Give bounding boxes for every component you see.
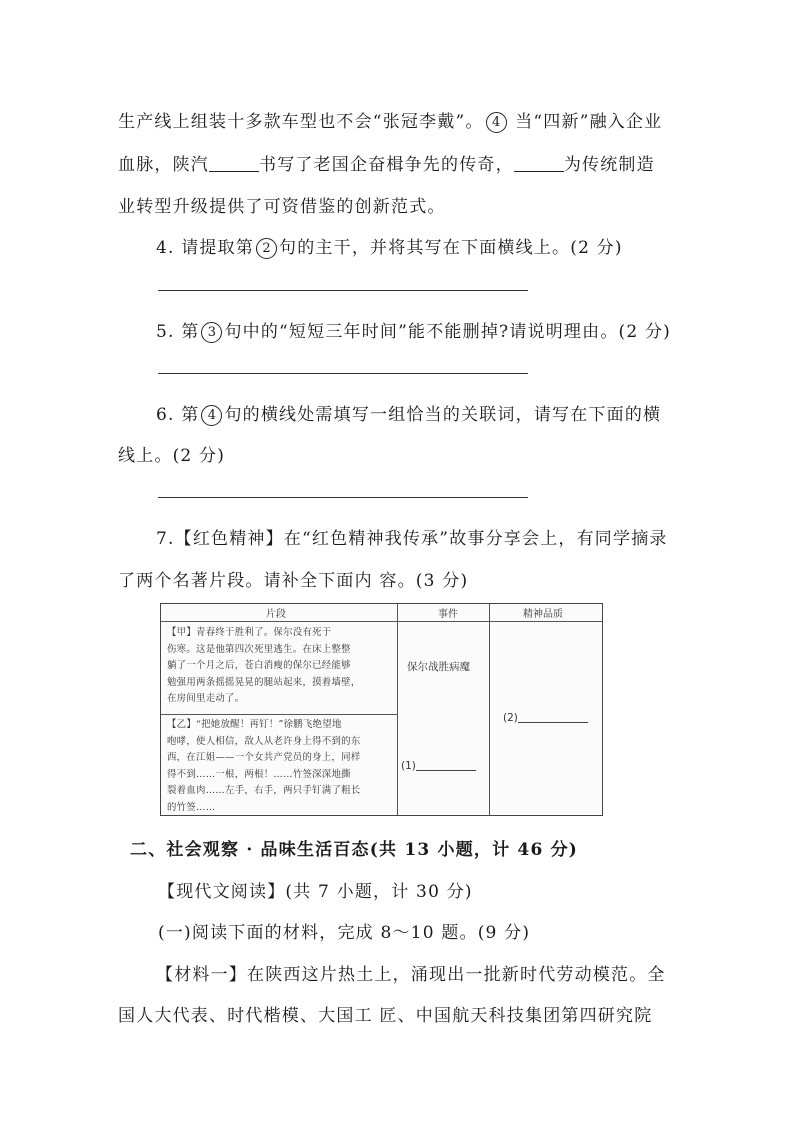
circled-number: 2 <box>256 238 277 259</box>
answer-blank-2[interactable] <box>518 712 588 723</box>
question-5 <box>156 317 671 343</box>
fill-blank[interactable] <box>514 157 564 172</box>
answer-line-4[interactable] <box>158 290 528 291</box>
paragraph-text: 书写了老国企奋楫争先的传奇， <box>259 155 514 175</box>
event-jia: 保尔战胜病魔 <box>407 661 470 673</box>
fragment-line: 在房间里走动了。 <box>167 693 245 704</box>
paragraph-text: 血脉，陕汽 <box>118 155 209 175</box>
fragment-line: 【甲】青春终于胜利了。保尔没有死于 <box>167 627 332 638</box>
section-title: 二、社会观察 · 品味生活百态(共 13 小题，计 46 分) <box>130 840 579 860</box>
answer-line-6[interactable] <box>158 497 528 498</box>
fill-blank[interactable] <box>209 157 259 172</box>
paragraph-text: 当“四新”融入企业 <box>508 112 663 132</box>
question-text: 6. 第 <box>156 405 200 425</box>
row-divider <box>161 714 397 715</box>
question-text: 5. 第 <box>156 322 200 342</box>
fragment-line: 咆哮，使人相信，敌人从老许身上得不到的东 <box>167 735 361 747</box>
section-subtitle: 【现代文阅读】(共 7 小题，计 30 分) <box>158 882 473 902</box>
paragraph-text: 生产线上组装十多款车型也不会“张冠李戴”。 <box>118 112 484 132</box>
column-divider <box>489 604 490 815</box>
header-event: 事件 <box>438 609 458 620</box>
question-7-line-1: 7.【红色精神】在“红色精神我传承”故事分享会上，有同学摘录 <box>156 529 668 549</box>
paragraph-line-3: 业转型升级提供了可资借鉴的创新范式。 <box>118 197 446 217</box>
quality-blank[interactable] <box>503 712 588 724</box>
fragment-line: 的竹签…… <box>167 801 216 813</box>
fragment-line: 得不到……一根，两根！……竹签深深地撕 <box>167 768 351 780</box>
question-text: 句的横线处需填写一组恰当的关联词，请写在下面的横 <box>224 405 662 425</box>
paragraph-text: 为传统制造 <box>563 155 655 175</box>
header-quality: 精神品质 <box>523 609 563 620</box>
paragraph-line-1 <box>118 107 662 133</box>
answer-blank-1[interactable] <box>416 760 476 771</box>
question-4 <box>156 233 623 259</box>
question-6-line-2: 线上。(2 分) <box>118 446 226 466</box>
fragment-line: 躺了一个月之后，苍白消瘦的保尔已经能够 <box>167 660 351 671</box>
part-instruction: (一)阅读下面的材料，完成 8～10 题。(9 分) <box>158 923 531 943</box>
material-1-line-1: 【材料一】在陕西这片热土上，涌现出一批新时代劳动模范。全 <box>156 965 666 985</box>
circled-number: 3 <box>201 322 222 343</box>
fragment-yi <box>167 717 393 816</box>
circled-number: 4 <box>201 405 222 426</box>
fragment-line: 伤寒。这是他第四次死里逃生。在床上整整 <box>167 643 351 655</box>
paragraph-line-2 <box>118 150 655 175</box>
header-fragment: 片段 <box>266 609 286 620</box>
event-yi-blank[interactable] <box>401 760 476 772</box>
question-text: 句的主干，并将其写在下面横线上。(2 分) <box>279 238 623 258</box>
column-divider <box>397 604 398 815</box>
question-text: 句中的“短短三年时间”能不能删掉?请说明理由。(2 分) <box>224 322 672 342</box>
circled-number: 4 <box>486 112 507 133</box>
fragment-line: 西，在江姐——一个女共产党员的身上，同样 <box>167 752 361 763</box>
blank-label: (2) <box>503 712 518 724</box>
answer-line-5[interactable] <box>158 373 528 374</box>
excerpt-table <box>160 603 603 816</box>
blank-label: (1) <box>401 760 416 772</box>
material-1-line-2: 国人大代表、时代楷模、大国工 匠、中国航天科技集团第四研究院 <box>118 1006 653 1026</box>
question-7-line-2: 了两个名著片段。请补全下面内 容。(3 分) <box>118 571 469 591</box>
fragment-jia <box>167 625 393 708</box>
table-header <box>161 604 602 622</box>
fragment-line: 裂着血肉……左手，右手，两只手钉满了粗长 <box>167 785 361 796</box>
fragment-line: 勉强用两条摇摇晃晃的腿站起来，摸着墙壁， <box>167 676 361 688</box>
question-6 <box>156 400 661 426</box>
question-text: 4. 请提取第 <box>156 238 255 258</box>
fragment-line: 【乙】“把她放醒！再钉！”徐鹏飞绝望地 <box>167 719 342 730</box>
